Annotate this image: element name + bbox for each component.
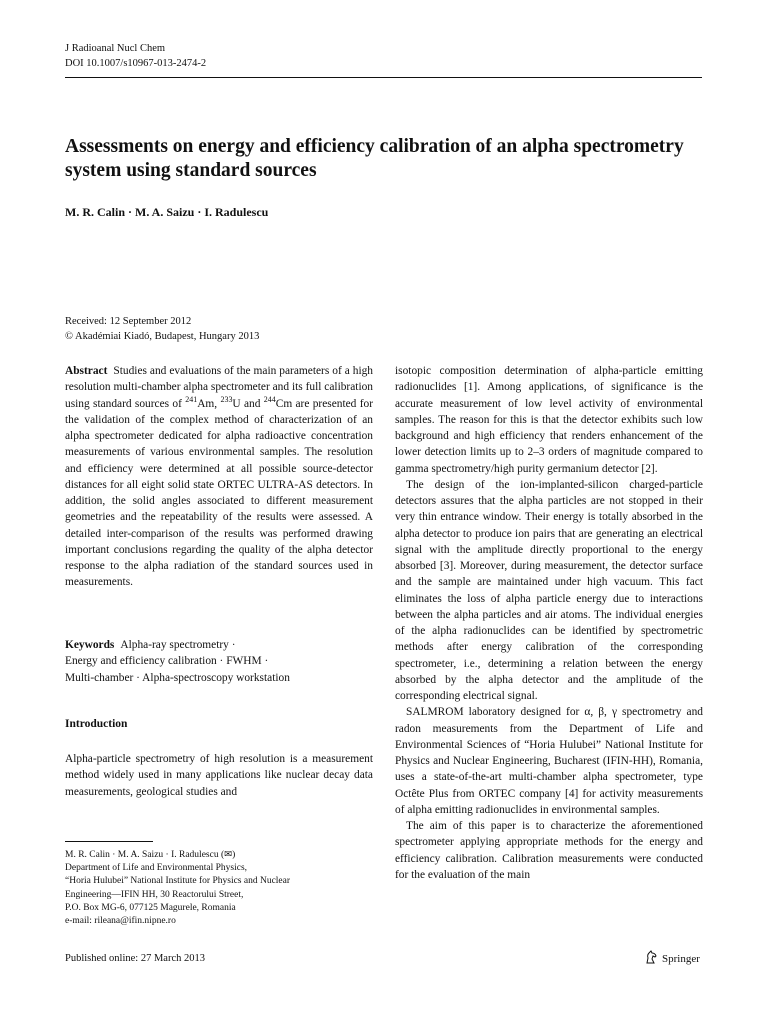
header-rule (65, 77, 702, 78)
springer-logo (645, 950, 700, 967)
affiliation-email: e-mail: rileana@ifin.nipne.ro (65, 916, 176, 927)
copyright: © Akadémiai Kiadó, Budapest, Hungary 2013 (65, 331, 260, 342)
affiliation-line-1: M. R. Calin · M. A. Saizu · I. Radulescu (✉) (65, 850, 236, 860)
journal-name: J Radioanal Nucl Chem (65, 43, 166, 54)
affiliation-line-3: “Horia Hulubei” National Institute for Physics and Nuclear (65, 876, 291, 887)
authors: M. R. Calin · M. A. Saizu · I. Radulescu (65, 205, 269, 219)
isotope-am-symbol: Am, (197, 397, 221, 410)
right-paragraph-3: SALMROM laboratory designed for α, β, γ spectrometry and radon measurements from the Department of Life and Environmental Sciences of “Horia Hulubei” National Institute for Physics and Nuclear Engineering, Bucharest (IFIN-HH), Romania, uses a state-of-the-art multi-chamber alpha spectrometer, type Octête Plus from ORTEC company [4] for activity measurements of alpha emitting radionuclides in environmental samples. (395, 706, 703, 816)
received-date: Received: 12 September 2012 (65, 316, 192, 327)
right-paragraph-4: The aim of this paper is to characterize the aforementioned spectrometer applying appropriate methods for the energy and efficiency calibration. Calibration measurements were conducted for the evaluation of the main (395, 820, 703, 881)
introduction-text (65, 751, 373, 800)
keywords-line-3: Multi-chamber · Alpha-spectroscopy workstation (65, 671, 290, 684)
doi: DOI 10.1007/s10967-013-2474-2 (65, 58, 207, 69)
paper-title: Assessments on energy and efficiency calibration of an alpha spectrometry system using standard sources (65, 136, 684, 181)
abstract-text-1: Studies and evaluations of the main parameters of a high resolution multi-chamber alpha spectrometer and its full calibration using standard sources of (65, 365, 373, 410)
right-paragraph-2: The design of the ion-implanted-silicon charged-particle detectors assures that the alpha particles are not stopped in their very thin entrance window. Their energy is totally absorbed in the alpha detector to produce ion pairs that are generating an electrical signal with the amplitude directly proportional to the energy absorbed [3]. Moreover, during measurement, the detector surface and the sample are maintained under high vacuum. This fact eliminates the loss of alpha particle energy due to interactions between the alpha particles and air atoms. The individual energies of the alpha radionuclides can be identified by spectrometric methods after energy calibration of the corresponding spectrometer, i.e., determining a relation between the energy absorbed by the alpha detector and the amplitude of the corresponding electrical signal. (395, 478, 703, 702)
affiliation (65, 849, 365, 928)
springer-horse-icon (645, 950, 658, 967)
affiliation-line-2: Department of Life and Environmental Physics, (65, 863, 248, 874)
received-info (65, 314, 259, 344)
footnote-rule (65, 841, 153, 842)
intro-paragraph-1: Alpha-particle spectrometry of high resolution is a measurement method widely used in many applications like nuclear decay data measurements, geological studies and (65, 753, 373, 798)
keywords-line-1: Alpha-ray spectrometry · (120, 639, 236, 651)
keywords-line-2: Energy and efficiency calibration · FWHM · (65, 655, 269, 668)
isotope-cm-mass: 244 (263, 394, 276, 404)
abstract-text-2: Cm are presented for the validation of the complex method of characterization of an alpha spectrometer dedicated for alpha radioactive concentration measurements of various environmental samples. The resolution and efficiency were determined at all possible source-detector distances for all eight solid state ORTEC ULTRA-AS detectors. In addition, the solid angles associated to different measurement geometries and the repeatability of the results were assessed. A detailed inter-comparison of the results was performed drawing important conclusions regarding the quality of the alpha detector response to the alpha radiation of the standard sources used in measurements. (65, 397, 373, 589)
right-column (395, 363, 703, 883)
introduction-heading: Introduction (65, 718, 128, 730)
published-online: Published online: 27 March 2013 (65, 953, 205, 964)
isotope-u-mass: 233 (220, 394, 233, 404)
publisher-name: Springer (662, 952, 700, 965)
isotope-am-mass: 241 (185, 394, 198, 404)
journal-header (65, 41, 206, 71)
affiliation-line-5: P.O. Box MG-6, 077125 Magurele, Romania (65, 902, 236, 913)
abstract (65, 363, 373, 591)
abstract-label: Abstract (65, 365, 108, 377)
isotope-u-symbol: U and (232, 397, 264, 410)
keywords (65, 637, 373, 686)
keywords-label: Keywords (65, 639, 115, 651)
right-paragraph-1: isotopic composition determination of alpha-particle emitting radionuclides [1]. Among applications, of significance is the accurate measurement of low level activity of environmental samples. The reason for this is that the detector exhibits such low background and high efficiency that renders enhancement of the lower detection limits up to 2–3 orders of magnitude compared to gamma spectrometry/high purity germanium detector [2]. (395, 365, 703, 475)
affiliation-line-4: Engineering—IFIN HH, 30 Reactorului Street, (65, 889, 244, 900)
